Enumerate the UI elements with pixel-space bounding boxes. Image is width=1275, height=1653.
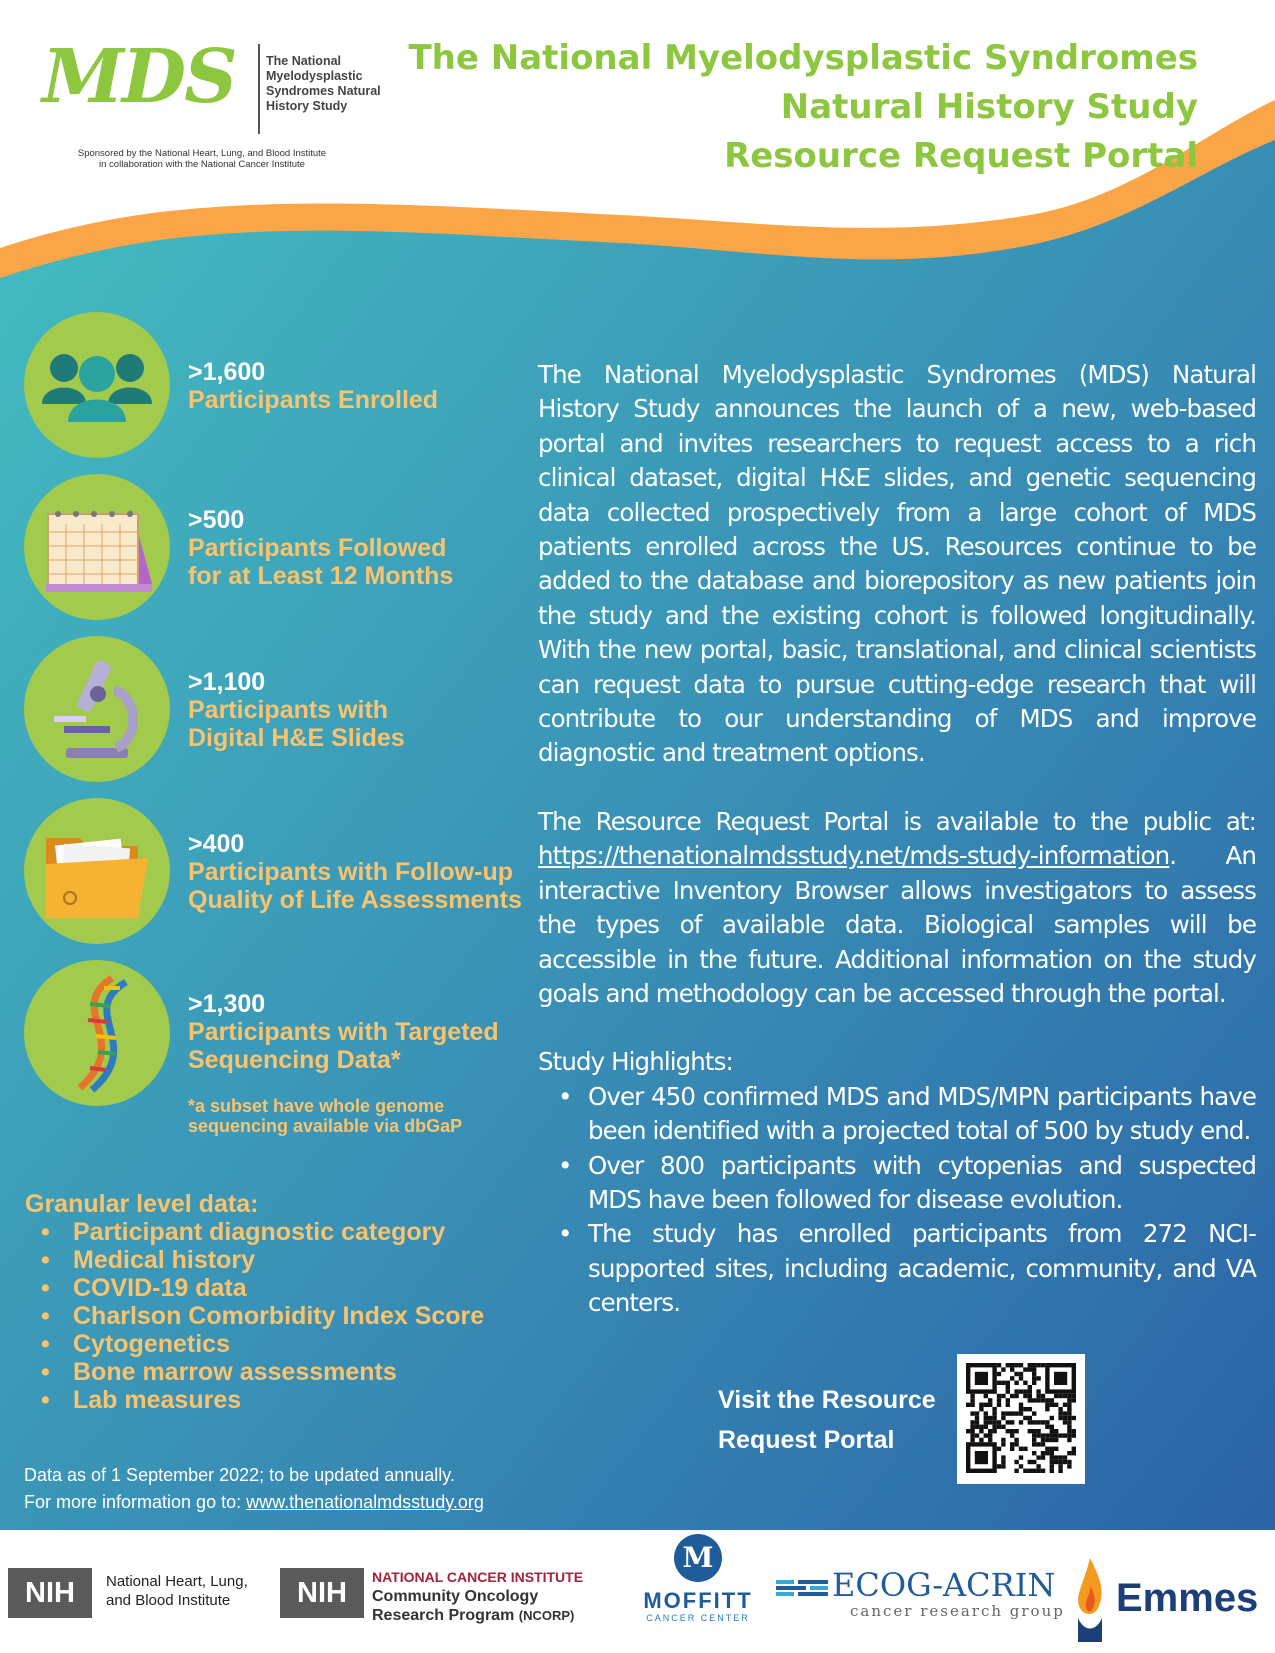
calendar-icon xyxy=(24,474,170,620)
stat-label-line1: Participants with Follow-up xyxy=(188,858,513,886)
visit-line1: Visit the Resource xyxy=(718,1386,936,1414)
footnote-prefix: For more information go to: xyxy=(24,1492,247,1512)
stat-enrolled xyxy=(188,358,438,414)
list-item: • Over 450 confirmed MDS and MDS/MPN participants have been identified with a projected total of 500 by study end. xyxy=(588,1080,1256,1149)
stat-sequencing xyxy=(188,990,499,1074)
list-item: • Bone marrow assessments xyxy=(73,1358,484,1386)
moffitt-name: MOFFITT xyxy=(643,1588,753,1613)
stat-number: >500 xyxy=(188,506,245,534)
dna-icon xyxy=(24,960,170,1106)
ecog-acrin-logo xyxy=(776,1568,1065,1620)
nhlbi-name xyxy=(106,1572,248,1610)
portal-text-before: The Resource Request Portal is available to the public at: xyxy=(538,806,1256,836)
granular-heading: Granular level data: xyxy=(25,1190,259,1218)
ncorp-line3-main: Research Program xyxy=(372,1607,515,1624)
stat-circle-followed xyxy=(24,474,170,620)
list-item: • Over 800 participants with cytopenias and suspected MDS have been followed for disease evolution. xyxy=(588,1149,1256,1218)
qr-finder-pattern xyxy=(968,1365,994,1391)
folder-icon xyxy=(24,798,170,944)
ecog-bars-icon xyxy=(776,1580,828,1596)
stat-followed xyxy=(188,506,453,590)
highlights-list xyxy=(538,1080,1256,1321)
nih-logo: NIH xyxy=(280,1568,364,1618)
portal-text-after: . An interactive Inventory Browser allows investigators to assess the types of available data. Biological samples will be accessible in the future. Additional information on the study goals and methodology can be accessed through the portal. xyxy=(538,841,1256,1008)
logo-name: The National Myelodysplastic Syndromes Natural History Study xyxy=(266,54,381,113)
emmes-name: Emmes xyxy=(1116,1576,1259,1620)
title-line2: Natural History Study xyxy=(780,87,1198,127)
ncorp-abbrev: (NCORP) xyxy=(518,1608,575,1623)
stat-number: >400 xyxy=(188,830,245,858)
logo-mark: MDS xyxy=(42,34,236,120)
main-text xyxy=(538,358,1256,1321)
logo-divider xyxy=(258,44,260,134)
nih-logo: NIH xyxy=(8,1568,92,1618)
stat-circle-sequencing xyxy=(24,960,170,1106)
moffitt-sub: CANCER CENTER xyxy=(646,1613,750,1623)
qr-finder-pattern xyxy=(968,1444,994,1470)
footnote xyxy=(24,1462,484,1516)
visit-portal-label xyxy=(718,1380,936,1460)
emmes-logo xyxy=(1070,1552,1259,1653)
title-line1: The National Myelodysplastic Syndromes xyxy=(408,38,1198,78)
list-item: • Participant diagnostic category xyxy=(73,1218,484,1246)
mds-logo xyxy=(42,34,381,170)
qr-code-pattern xyxy=(957,1354,1085,1484)
footnote-line1: Data as of 1 September 2022; to be updated annually. xyxy=(24,1465,455,1485)
note-line2: sequencing available via dbGaP xyxy=(188,1116,463,1136)
stat-label-line1: Participants with Targeted xyxy=(188,1018,499,1046)
portal-link[interactable]: https://thenationalmdsstudy.net/mds-study-information xyxy=(538,841,1170,871)
title-line3: Resource Request Portal xyxy=(724,136,1198,176)
note-line1: *a subset have whole genome xyxy=(188,1096,445,1116)
moffitt-mark-icon: M xyxy=(674,1534,722,1582)
stat-circle-enrolled xyxy=(24,312,170,458)
list-item: • Medical history xyxy=(73,1246,484,1274)
website-link[interactable]: www.thenationalmdsstudy.org xyxy=(246,1492,484,1512)
stat-label-line2: Digital H&E Slides xyxy=(188,724,405,752)
qr-finder-pattern xyxy=(1047,1365,1073,1391)
stat-number: >1,300 xyxy=(188,990,266,1018)
stat-qol xyxy=(188,830,522,914)
ncorp-line3 xyxy=(372,1606,583,1625)
highlights-heading: Study Highlights: xyxy=(538,1047,733,1077)
portal-paragraph xyxy=(538,805,1256,1011)
stat-label-line1: Participants with xyxy=(188,696,389,724)
ncorp-logo xyxy=(372,1568,583,1625)
stat-label-line1: Participants Followed xyxy=(188,534,447,562)
footer-logos xyxy=(0,1530,1275,1650)
logo-sponsor-line2: in collaboration with the National Cancer Institute xyxy=(99,159,305,170)
stat-number: >1,600 xyxy=(188,358,266,386)
stat-circle-slides xyxy=(24,636,170,782)
ecog-sub: cancer research group xyxy=(850,1602,1065,1620)
nhlbi-line2: and Blood Institute xyxy=(106,1592,231,1609)
ncorp-line1: NATIONAL CANCER INSTITUTE xyxy=(372,1569,584,1585)
stat-label-line2: Sequencing Data* xyxy=(188,1046,401,1074)
visit-line2: Request Portal xyxy=(718,1426,895,1454)
stat-number: >1,100 xyxy=(188,668,266,696)
list-item: • Charlson Comorbidity Index Score xyxy=(73,1302,484,1330)
logo-sponsor-line1: Sponsored by the National Heart, Lung, and Blood Institute xyxy=(77,148,327,159)
stat-slides xyxy=(188,668,405,752)
granular-list xyxy=(25,1218,484,1414)
intro-paragraph: The National Myelodysplastic Syndromes (MDS) Natural History Study announces the launch of a new, web-based portal and invites researchers to request access to a rich clinical dataset, digital H&E slides, and genetic sequencing data collected prospectively from a large cohort of MDS patients enrolled across the US. Resources continue to be added to the database and biorepository as new patients join the study and the existing cohort is followed longitudinally. With the new portal, basic, translational, and clinical scientists can request data to pursue cutting-edge research that will contribute to our understanding of MDS and improve diagnostic and treatment options. xyxy=(538,360,1256,768)
sequencing-note xyxy=(188,1096,462,1136)
ncorp-line2: Community Oncology xyxy=(372,1588,539,1605)
stat-label-line2: Quality of Life Assessments xyxy=(188,886,522,914)
microscope-icon xyxy=(24,636,170,782)
stat-circle-qol xyxy=(24,798,170,944)
people-icon xyxy=(24,312,170,458)
logo-sponsor xyxy=(42,148,362,170)
footnote-line2 xyxy=(24,1489,484,1516)
list-item: • COVID-19 data xyxy=(73,1274,484,1302)
list-item: • Cytogenetics xyxy=(73,1330,484,1358)
ecog-name: ECOG-ACRIN xyxy=(832,1566,1056,1604)
flame-icon xyxy=(1070,1552,1110,1648)
nhlbi-line1: National Heart, Lung, xyxy=(106,1573,248,1590)
moffitt-logo xyxy=(638,1534,758,1624)
stat-label: Participants Enrolled xyxy=(188,386,439,414)
page-title xyxy=(408,34,1198,181)
qr-code[interactable] xyxy=(957,1354,1085,1484)
stat-label-line2: for at Least 12 Months xyxy=(188,562,454,590)
list-item: • Lab measures xyxy=(73,1386,484,1414)
list-item: • The study has enrolled participants from 272 NCI-supported sites, including academic, community, and VA centers. xyxy=(588,1217,1256,1320)
granular-data-section xyxy=(25,1190,484,1414)
